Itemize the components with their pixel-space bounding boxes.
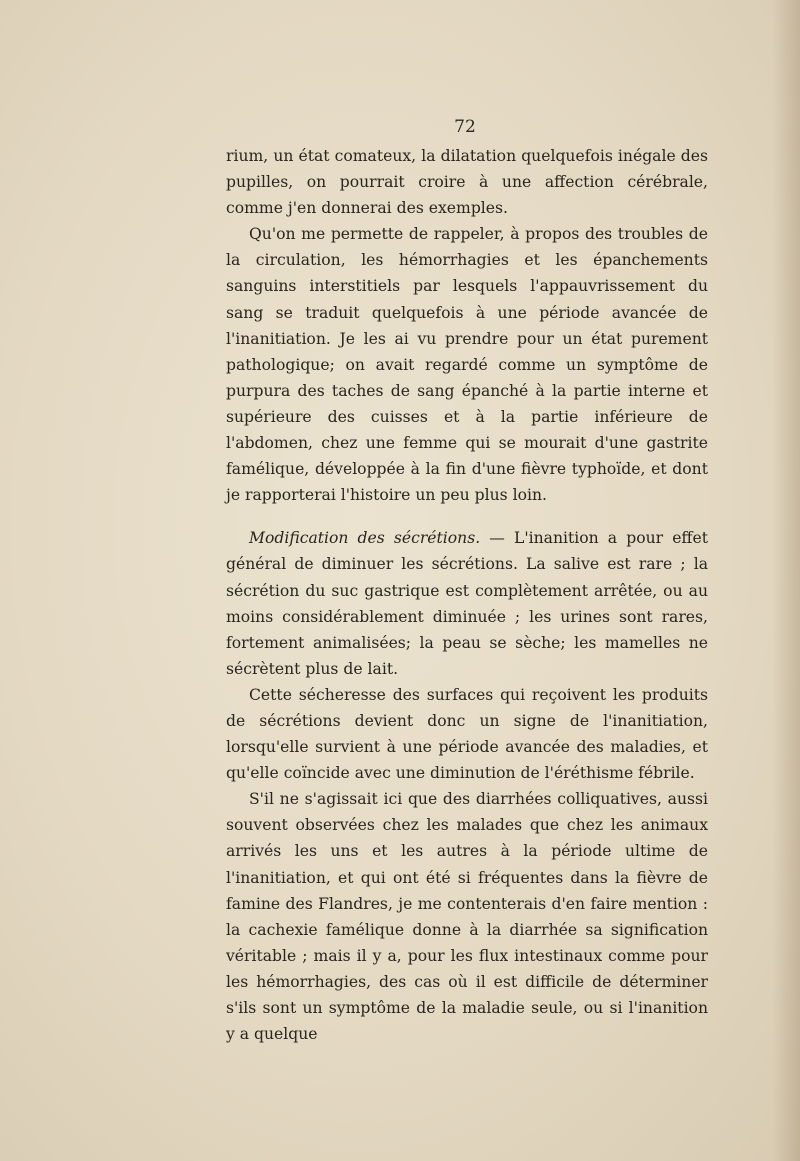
paragraph-secheresse: Cette sécheresse des surfaces qui reçoivent les produits de sécrétions devient donc un signe de l'inanitiation, lorsqu'elle survient à une période avancée des maladies, et qu'elle coïncide avec une diminution de l'éréthisme fébrile. xyxy=(226,685,708,783)
paragraph-diarrhees: S'il ne s'agissait ici que des diarrhées colliquatives, aussi souvent observées chez les malades que chez les animaux arrivés les uns et les autres à la période ultime de l'inanitiation, et qui ont été si fréquentes dans la fièvre de famine des Flandres, je me contenterais d'en faire mention : la cachexie famélique donne à la diarrhée sa signification véritable ; mais il y a, pour les flux intestinaux comme pour les hémorrhagies, des cas où il est difficile de déterminer s'ils sont un symptôme de la maladie seule, ou si l'inanition y a quelque xyxy=(226,790,708,1044)
paragraph-continuation: rium, un état comateux, la dilatation quelquefois inégale des pupilles, on pourrait croire à une affection cérébrale, comme j'en donnerai des exemples. xyxy=(226,147,708,218)
page-edge-shadow xyxy=(772,0,800,1161)
page-number: 72 xyxy=(454,117,476,137)
section-heading: Modification des sécrétions. xyxy=(249,529,481,548)
section-text: — L'inanition a pour effet général de diminuer les sécrétions. La salive est rare ; la sécrétion du suc gastrique est complètement arrêtée, ou au moins considérablement diminuée ; les urines sont rares, fortement animalisées; la peau se sèche; les mamelles ne sécrètent plus de lait. xyxy=(226,529,708,678)
body-text xyxy=(226,143,708,1047)
paragraph-hemorrhagies: Qu'on me permette de rappeler, à propos des troubles de la circulation, les hémorrhagies et les épanchements sanguins interstitiels par lesquels l'appauvrissement du sang se traduit quelquefois à une période avancée de l'inanitiation. Je les ai vu prendre pour un état purement pathologique; on avait regardé comme un symptôme de purpura des taches de sang épanché à la partie interne et supérieure des cuisses et à la partie inférieure de l'abdomen, chez une femme qui se mourait d'une gastrite famélique, développée à la fin d'une fièvre typhoïde, et dont je rapporterai l'histoire un peu plus loin. xyxy=(226,225,708,505)
paragraph-secretions xyxy=(226,525,708,682)
